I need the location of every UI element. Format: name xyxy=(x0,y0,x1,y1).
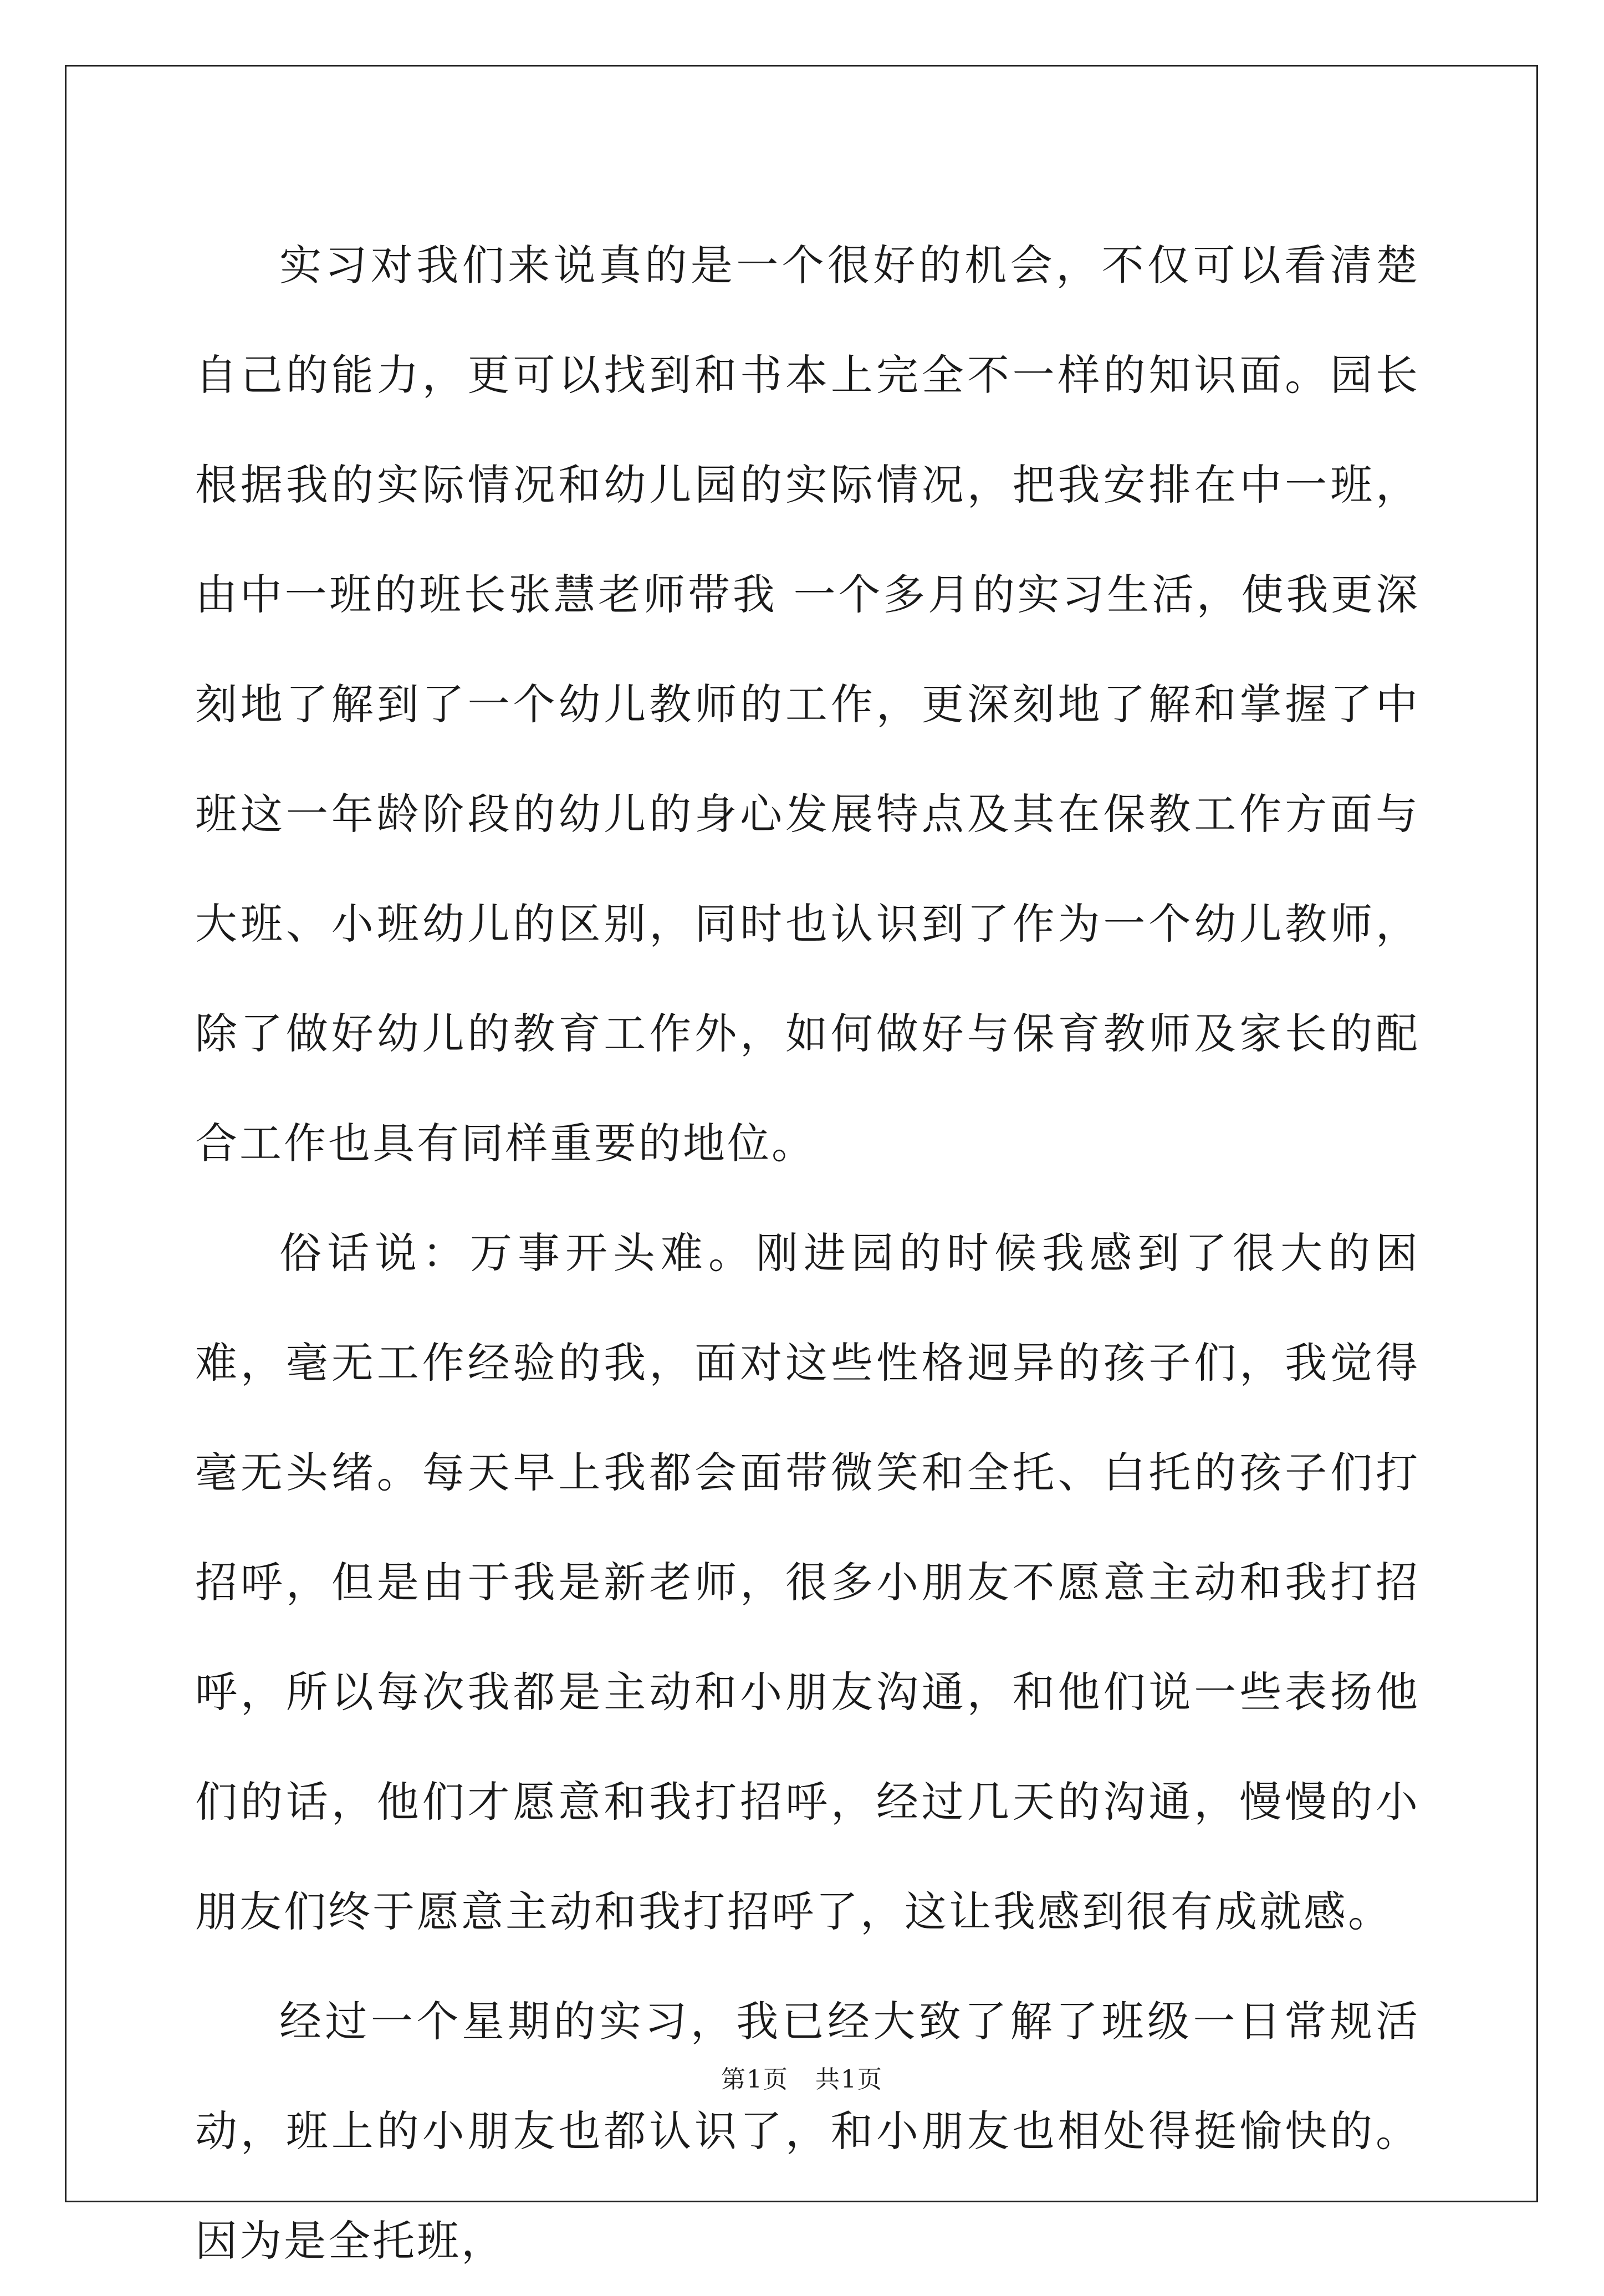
document-body xyxy=(195,211,1420,2296)
page-number: 第1页 xyxy=(721,2065,789,2094)
paragraph-1: 实习对我们来说真的是一个很好的机会，不仅可以看清楚自己的能力，更可以找到和书本上完全不一样的知识面。园长根据我的实际情况和幼儿园的实际情况，把我安排在中一班，由中一班的班长张慧老师带我 一个多月的实习生活，使我更深刻地了解到了一个幼儿教师的工作，更深刻地了解和掌握了中班这一年龄阶段的幼儿的身心发展特点及其在保教工作方面与大班、小班幼儿的区别，同时也认识到了作为一个幼儿教师，除了做好幼儿的教育工作外，如何做好与保育教师及家长的配合工作也具有同样重要的地位。 xyxy=(195,241,1420,1168)
page-total: 共1页 xyxy=(815,2065,883,2094)
paragraph-3: 经过一个星期的实习，我已经大致了解了班级一日常规活动，班上的小朋友也都认识了，和小朋友也相处得挺愉快的。因为是全托班， xyxy=(195,1997,1420,2266)
paragraph-2: 俗话说：万事开头难。刚进园的时候我感到了很大的困难，毫无工作经验的我，面对这些性格迥异的孩子们，我觉得毫无头绪。每天早上我都会面带微笑和全托、白托的孩子们打招呼，但是由于我是新老师，很多小朋友不愿意主动和我打招呼，所以每次我都是主动和小朋友沟通，和他们说一些表扬他们的话，他们才愿意和我打招呼，经过几天的沟通，慢慢的小朋友们终于愿意主动和我打招呼了，这让我感到很有成就感。 xyxy=(195,1228,1420,1936)
page-footer xyxy=(0,2063,1604,2096)
